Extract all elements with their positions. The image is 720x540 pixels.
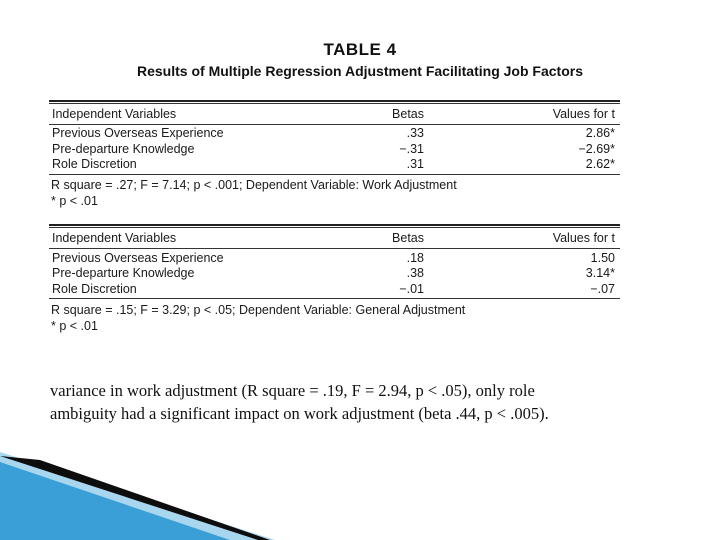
- cell-beta: −.31: [399, 142, 424, 156]
- cell-variable: Pre-departure Knowledge: [52, 266, 195, 280]
- cell-t: 1.50: [590, 251, 615, 265]
- regression-stats: R square = .27; F = 7.14; p < .001; Dependent Variable: Work Adjustment: [51, 178, 457, 192]
- header-t-values: Values for t: [552, 231, 615, 245]
- cell-t: −.07: [590, 282, 615, 296]
- body-text-line-1: variance in work adjustment (R square = .19, F = 2.94, p < .05), only role: [50, 381, 535, 400]
- cell-beta: .31: [406, 157, 424, 171]
- cell-variable: Previous Overseas Experience: [52, 126, 224, 140]
- header-variables: Independent Variables: [52, 231, 177, 245]
- table-title: TABLE 4: [323, 40, 397, 59]
- cell-variable: Previous Overseas Experience: [52, 251, 224, 265]
- header-variables: Independent Variables: [52, 107, 177, 121]
- body-text-line-2: ambiguity had a significant impact on work adjustment (beta .44, p < .005).: [50, 404, 549, 423]
- cell-variable: Role Discretion: [52, 282, 137, 296]
- cell-beta: .33: [406, 126, 424, 140]
- cell-t: 3.14*: [585, 266, 615, 280]
- cell-beta: −.01: [399, 282, 424, 296]
- header-betas: Betas: [392, 107, 424, 121]
- cell-beta: .18: [406, 251, 424, 265]
- cell-variable: Pre-departure Knowledge: [52, 142, 195, 156]
- cell-beta: .38: [406, 266, 424, 280]
- table-subtitle: Results of Multiple Regression Adjustment Facilitating Job Factors: [137, 63, 583, 79]
- cell-t: 2.86*: [585, 126, 615, 140]
- cell-t: −2.69*: [578, 142, 615, 156]
- footnote: * p < .01: [51, 319, 98, 333]
- header-t-values: Values for t: [552, 107, 615, 121]
- regression-stats: R square = .15; F = 3.29; p < .05; Dependent Variable: General Adjustment: [51, 303, 466, 317]
- header-betas: Betas: [392, 231, 424, 245]
- footnote: * p < .01: [51, 194, 98, 208]
- cell-variable: Role Discretion: [52, 157, 137, 171]
- cell-t: 2.62*: [585, 157, 615, 171]
